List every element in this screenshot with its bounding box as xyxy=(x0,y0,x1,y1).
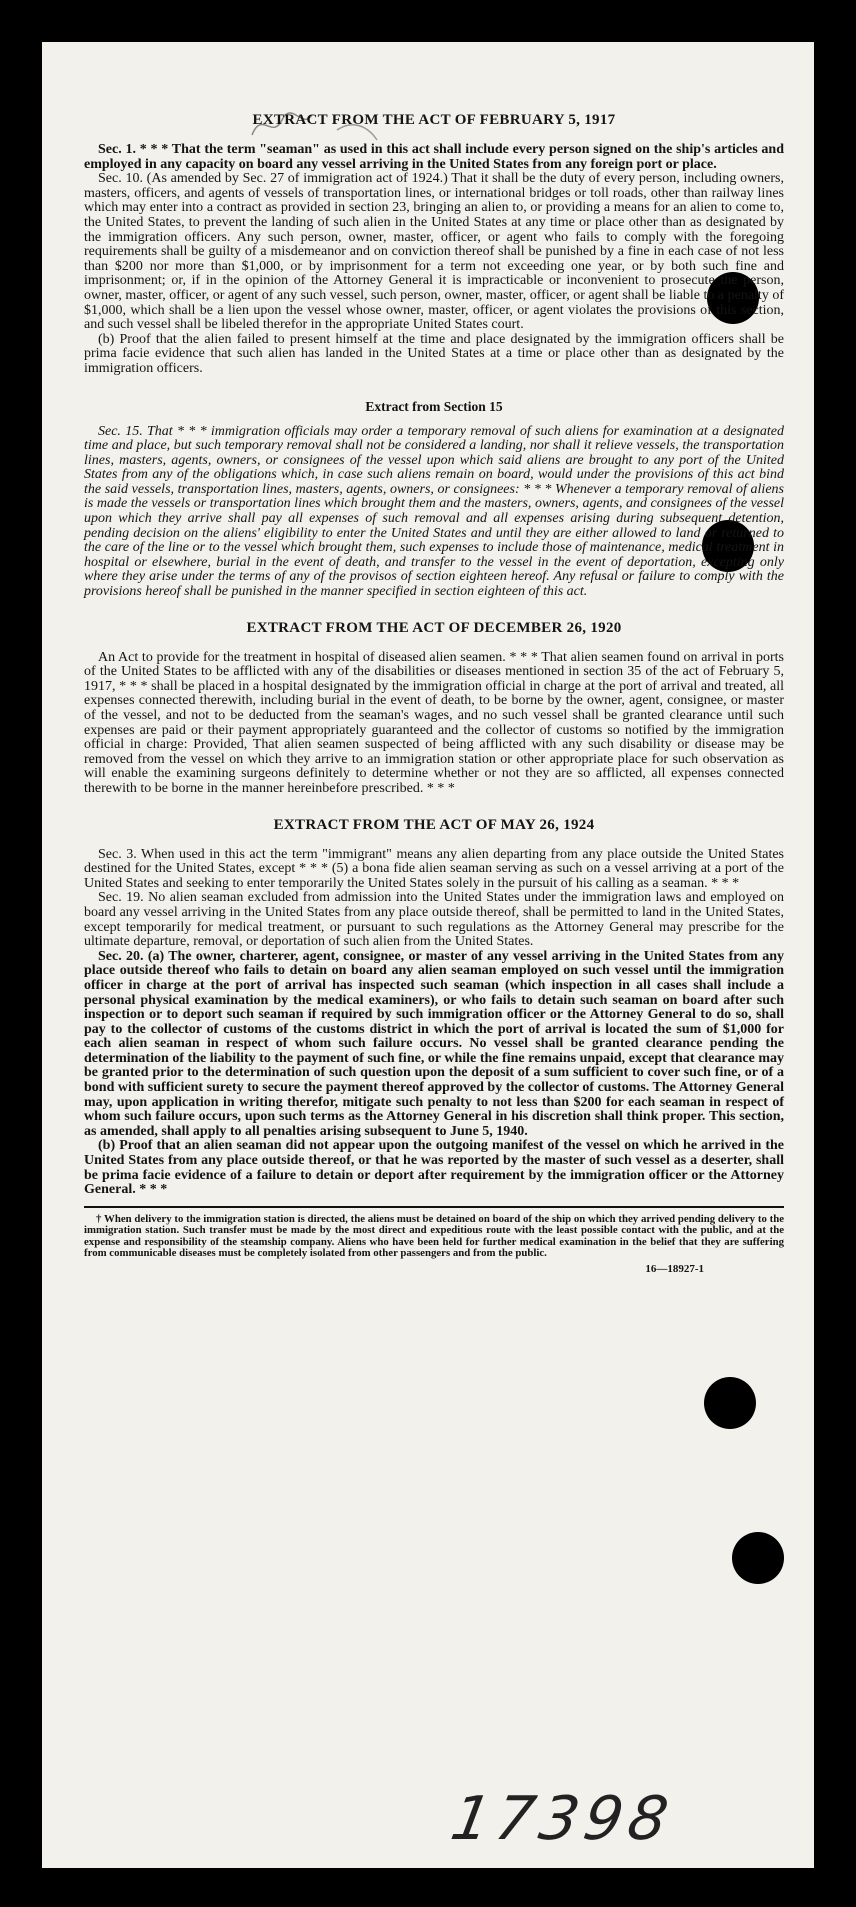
footnote: † When delivery to the immigration station is directed, the aliens must be detained on board of the ship on which they arrived pending delivery to the immigration station. Such transfer must be made by the most direct and expeditious route with the least possible contact with the public, and at the expense and responsibility of the steamship company. Aliens who have been held for further medical examination in the belief that they are suffering from communicable diseases must be completely isolated from other passengers and from the public. xyxy=(84,1212,784,1260)
paragraph: An Act to provide for the treatment in hospital of diseased alien seamen. * * * That alien seamen found on arrival in ports of the United States to be afflicted with any of the disabilities or diseases mentioned in section 35 of the act of February 5, 1917, * * * shall be placed in a hospital designated by the immigration official in charge at the port of arrival and treated, all expenses connected therewith, including burial in the event of death, to be borne by the owner, agent, consignee, or master of the vessel, and not to be deducted from the seaman's wages, and no such vessel shall be granted clearance until such expenses are paid or their payment appropriately guaranteed and the collector of customs so notified by the immigration official in charge: Provided, That alien seamen suspected of being afflicted with any such disability or disease may be removed from the vessel on which they arrive to an immigration station or other appropriate place for such observation as will enable the examining surgeons definitely to determine whether or not they are so afflicted, all expenses connected therewith to be borne in the manner hereinbefore prescribed. * * * xyxy=(84,649,784,796)
paragraph: (b) Proof that the alien failed to present himself at the time and place designated by the immigration officers shall be prima facie evidence that such alien has landed in the United States at a time or place other than as designated by the immigration officers. xyxy=(84,331,784,376)
handwritten-number: 17398 xyxy=(445,1784,680,1854)
divider xyxy=(84,1206,784,1208)
paragraph: (b) Proof that an alien seaman did not appear upon the outgoing manifest of the vessel on which he arrived in the United States from any place outside thereof, or that he was reported by the master of such vessel as a deserter, shall be prima facie evidence of a failure to detain or deport after requirement by the immigration officer or the Attorney General. * * * xyxy=(84,1138,784,1198)
document-body xyxy=(84,112,784,1275)
document-page xyxy=(42,42,814,1868)
paragraph: Sec. 3. When used in this act the term "immigrant" means any alien departing from any place outside the United States destined for the United States, except * * * (5) a bona fide alien seaman serving as such on a vessel arriving at a port of the United States and seeking to enter temporarily the United States solely in the pursuit of his calling as a seaman. * * * xyxy=(84,846,784,891)
punch-hole xyxy=(732,1532,784,1584)
section-heading: EXTRACT FROM THE ACT OF FEBRUARY 5, 1917 xyxy=(252,112,616,128)
paragraph: Sec. 20. (a) The owner, charterer, agent, consignee, or master of any vessel arriving in the United States from any place outside thereof who fails to detain on board any alien seaman employed on such vessel until the immigration officer in charge at the port of arrival has inspected such seaman (which inspection in all cases shall include a personal physical examination by the medical examiners), or who fails to detain such seaman on board after such inspection or to deport such seaman if required by such immigration officer or the Attorney General to do so, shall pay to the collector of customs of the customs district in which the port of arrival is located the sum of $1,000 for each alien seaman in respect of whom such failure occurs. No vessel shall be granted clearance pending the determination of the liability to the payment of such fine, or while the fine remains unpaid, except that clearance may be granted prior to the determination of such question upon the deposit of a sum sufficient to cover such fine, or of a bond with sufficient surety to secure the payment thereof approved by the collector of customs. The Attorney General may, upon application in writing therefor, mitigate such penalty to not less than $200 for each seaman in respect of whom such failure occurs, upon such terms as the Attorney General in his discretion shall think proper. This section, as amended, shall apply to all penalties arising subsequent to June 5, 1940. xyxy=(84,948,784,1139)
section-subheading: Extract from Section 15 xyxy=(365,398,503,414)
section-heading: EXTRACT FROM THE ACT OF DECEMBER 26, 1920 xyxy=(246,619,622,636)
paragraph: Sec. 1. * * * That the term "seaman" as used in this act shall include every person signed on the ship's articles and employed in any capacity on board any vessel arriving in the United States from any foreign port or place. xyxy=(84,142,784,172)
paragraph: Sec. 19. No alien seaman excluded from admission into the United States under the immigration laws and employed on board any vessel arriving in the United States from any place outside thereof, shall be permitted to land in the United States, except temporarily for medical treatment, or pursuant to such regulations as the Attorney General may prescribe for the ultimate departure, removal, or deportation of such alien from the United States. xyxy=(84,890,784,950)
form-number: 16—18927-1 xyxy=(645,1263,704,1276)
paragraph: Sec. 10. (As amended by Sec. 27 of immigration act of 1924.) That it shall be the duty of every person, including owners, masters, officers, and agents of vessels of transportation lines, or international bridges or toll roads, other than railway lines which may enter into a contract as provided in section 23, bringing an alien to, or providing a means for an alien to come to, the United States, to prevent the landing of such alien in the United States at any time or place other than as designated by the immigration officers. Any such person, owner, master, officer, or agent who fails to comply with the foregoing requirements shall be guilty of a misdemeanor and on conviction thereof shall be punished by a fine in each case of not less than $200 nor more than $1,000, or by imprisonment for a term not exceeding one year, or by both such fine and imprisonment; or, if in the opinion of the Attorney General it is impracticable or inconvenient to prosecute the person, owner, master, officer, or agent of any such vessel, such person, owner, master, officer, or agent shall be liable to a penalty of $1,000, which shall be a lien upon the vessel whose owner, master, officer, or agent violates the provisions of this section, and such vessel shall be libeled therefor in the appropriate United States court. xyxy=(84,171,784,333)
paragraph: Sec. 15. That * * * immigration officials may order a temporary removal of such aliens for examination at a designated time and place, but such temporary removal shall not be considered a landing, nor shall it relieve vessels, the transportation lines, masters, agents, owners, or consignees of the vessel upon which said aliens are brought to any port of the United States from any of the obligations which, in case such aliens remain on board, would under the provisions of this act bind the said vessels, transportation lines, masters, agents, owners, or consignees: * * * Whenever a temporary removal of aliens is made the vessels or transportation lines which brought them and the masters, owners, agents, and consignees of the vessel upon which they arrive shall pay all expenses of such removal and all expenses arising during subsequent detention, pending decision on the aliens' eligibility to enter the United States and until they are either allowed to land or returned to the care of the line or to the vessel which brought them, such expenses to include those of maintenance, medical treatment in hospital or elsewhere, burial in the event of death, and transfer to the vessel in the event of deportation, excepting only where they arise under the terms of any of the provisos of section eighteen hereof. Any refusal or failure to comply with the provisions hereof shall be punished in the manner specified in section eighteen of this act. xyxy=(84,423,784,600)
section-heading: EXTRACT FROM THE ACT OF MAY 26, 1924 xyxy=(273,816,595,833)
punch-hole xyxy=(704,1377,756,1429)
